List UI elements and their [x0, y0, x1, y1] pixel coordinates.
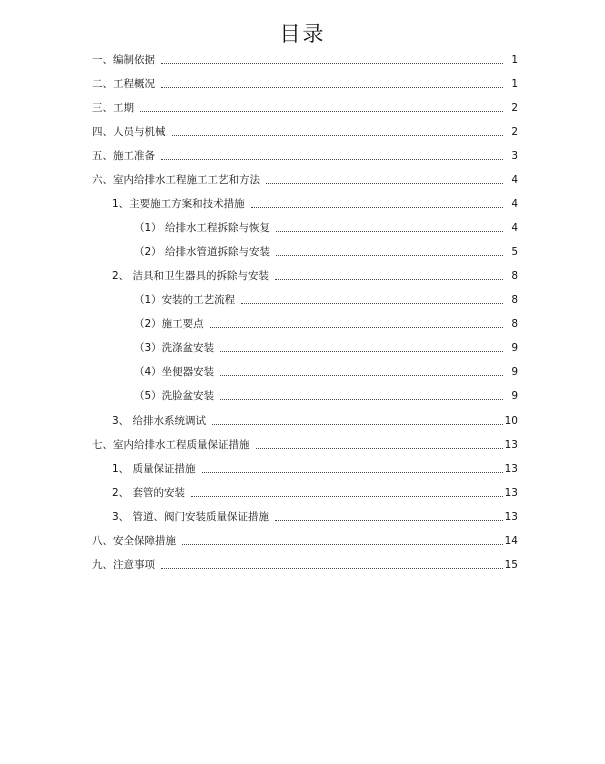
toc-entry-page: 10	[504, 415, 518, 427]
toc-entry[interactable]	[92, 100, 518, 116]
toc-entry-label: 3、 管道、阀门安装质量保证措施	[112, 511, 270, 523]
toc-entry[interactable]	[92, 124, 518, 140]
toc-entry-label: 八、安全保障措施	[92, 535, 176, 547]
toc-entry[interactable]	[92, 172, 518, 188]
toc-entry-page: 4	[511, 222, 518, 234]
toc-entry-label: 3、 给排水系统调试	[112, 415, 207, 427]
toc-entry[interactable]	[92, 557, 518, 573]
dot-leader	[202, 472, 503, 473]
toc-entry[interactable]	[134, 340, 518, 356]
dot-leader	[275, 279, 503, 280]
toc-entry-page: 2	[511, 126, 518, 138]
page-title: 目录	[279, 22, 326, 46]
toc-entry[interactable]	[112, 509, 518, 525]
toc-entry-label: 四、人员与机械	[92, 126, 166, 138]
dot-leader	[276, 231, 503, 232]
toc-entry-label: 2、 套管的安装	[112, 487, 186, 499]
dot-leader	[161, 63, 503, 64]
toc-entry-label: 三、工期	[92, 102, 134, 114]
toc-entry-page: 4	[511, 198, 518, 210]
toc-entry-page: 1	[511, 78, 518, 90]
toc-entry[interactable]	[112, 196, 518, 212]
toc-entry[interactable]	[134, 316, 518, 332]
toc-entry-label: （4）坐便器安装	[134, 366, 215, 378]
toc-entry[interactable]	[112, 413, 518, 429]
toc-entry[interactable]	[92, 52, 518, 68]
toc-entry-page: 8	[511, 318, 518, 330]
dot-leader	[212, 424, 503, 425]
toc-entry-label: （5）洗脸盆安装	[134, 390, 215, 402]
dot-leader	[241, 303, 503, 304]
toc-entry[interactable]	[134, 292, 518, 308]
toc-entry-page: 13	[504, 511, 518, 523]
toc-entry-label: （3）洗涤盆安装	[134, 342, 215, 354]
toc-entry[interactable]	[112, 485, 518, 501]
dot-leader	[140, 111, 503, 112]
toc-entry-label: 六、室内给排水工程施工工艺和方法	[92, 174, 260, 186]
toc-entry-label: （1） 给排水工程拆除与恢复	[134, 222, 271, 234]
toc-entry[interactable]	[92, 533, 518, 549]
toc-entry-label: 1、主要施工方案和技术措施	[112, 198, 245, 210]
toc-entry-page: 13	[504, 487, 518, 499]
toc-entry-label: 二、工程概况	[92, 78, 155, 90]
dot-leader	[251, 207, 503, 208]
toc-entry-label: 1、 质量保证措施	[112, 463, 196, 475]
toc-entry-label: （2） 给排水管道拆除与安装	[134, 246, 271, 258]
toc-entry[interactable]	[134, 364, 518, 380]
toc-entry-page: 9	[511, 390, 518, 402]
dot-leader	[191, 496, 503, 497]
toc-entry[interactable]	[112, 268, 518, 284]
toc-entry-label: （1）安装的工艺流程	[134, 294, 236, 306]
toc-entry-label: 九、注意事项	[92, 559, 155, 571]
toc-entry-label: 2、 洁具和卫生器具的拆除与安装	[112, 270, 270, 282]
toc-entry-label: 七、室内给排水工程质量保证措施	[92, 439, 250, 451]
toc-entry-page: 4	[511, 174, 518, 186]
toc-entry[interactable]	[92, 437, 518, 453]
dot-leader	[220, 375, 503, 376]
toc-entry-page: 14	[504, 535, 518, 547]
toc-entry-label: 一、编制依据	[92, 54, 155, 66]
toc-entry-page: 2	[511, 102, 518, 114]
toc-entry-page: 13	[504, 463, 518, 475]
toc-entry[interactable]	[134, 388, 518, 404]
toc-entry-label: 五、施工准备	[92, 150, 155, 162]
toc-entry-page: 9	[511, 366, 518, 378]
dot-leader	[220, 399, 503, 400]
dot-leader	[276, 255, 503, 256]
dot-leader	[161, 159, 503, 160]
dot-leader	[161, 87, 503, 88]
dot-leader	[275, 520, 503, 521]
toc-entry[interactable]	[134, 220, 518, 236]
dot-leader	[220, 351, 503, 352]
toc-entry-page: 5	[511, 246, 518, 258]
toc-entry-label: （2）施工要点	[134, 318, 204, 330]
toc-entry-page: 1	[511, 54, 518, 66]
dot-leader	[256, 448, 504, 449]
toc-entry[interactable]	[92, 148, 518, 164]
toc-entry-page: 13	[504, 439, 518, 451]
dot-leader	[172, 135, 504, 136]
toc-entry[interactable]	[92, 76, 518, 92]
dot-leader	[266, 183, 503, 184]
toc-entry-page: 8	[511, 270, 518, 282]
toc-entry-page: 8	[511, 294, 518, 306]
dot-leader	[182, 544, 503, 545]
toc-entry[interactable]	[112, 461, 518, 477]
toc-entry-page: 15	[504, 559, 518, 571]
toc-entry-page: 9	[511, 342, 518, 354]
dot-leader	[210, 327, 503, 328]
dot-leader	[161, 568, 503, 569]
toc-entry-page: 3	[511, 150, 518, 162]
toc-entry[interactable]	[134, 244, 518, 260]
